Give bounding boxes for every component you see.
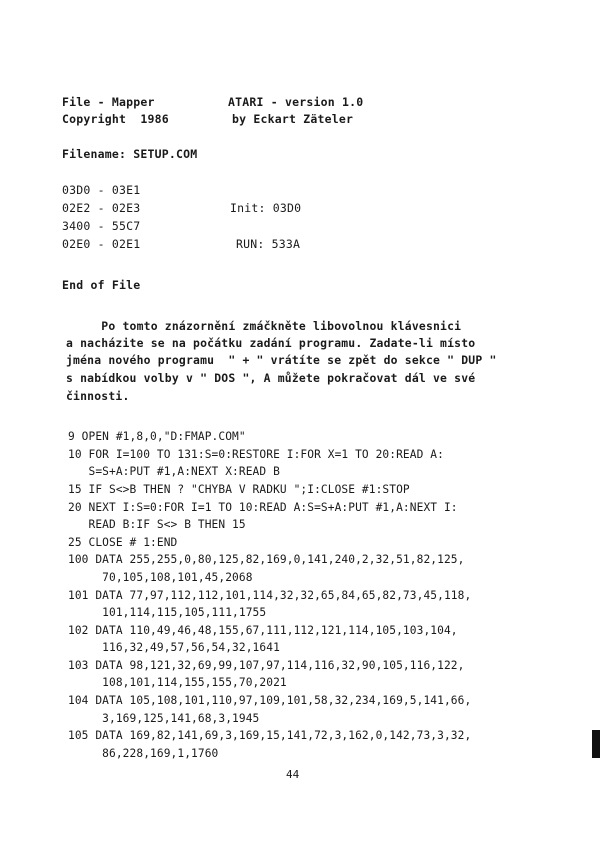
listing-line: 108,101,114,155,155,70,2021	[68, 676, 287, 689]
listing-line: 102 DATA 110,49,46,48,155,67,111,112,121,114,105,103,104,	[68, 624, 458, 637]
filename-line: Filename: SETUP.COM	[62, 147, 198, 161]
listing-line: 20 NEXT I:S=0:FOR I=1 TO 10:READ A:S=S+A:PUT #1,A:NEXT I:	[68, 501, 458, 514]
listing-line: 101 DATA 77,97,112,112,101,114,32,32,65,84,65,82,73,45,118,	[68, 589, 472, 602]
listing-line: 104 DATA 105,108,101,110,97,109,101,58,32,234,169,5,141,66,	[68, 694, 472, 707]
author-line: by Eckart Zäteler	[232, 112, 354, 126]
segment-range: 02E0 - 02E1	[62, 237, 141, 251]
segment-note: Init: 03D0	[230, 201, 302, 215]
listing-line: 105 DATA 169,82,141,69,3,169,15,141,72,3,162,0,142,73,3,32,	[68, 729, 472, 742]
segment-range: 3400 - 55C7	[62, 219, 141, 233]
paragraph-line: a nacházite se na počátku zadání programu. Zadate-li místo	[66, 336, 476, 350]
listing-line: S=S+A:PUT #1,A:NEXT X:READ B	[68, 465, 280, 478]
copyright-line: Copyright 1986	[62, 112, 169, 126]
page-number: 44	[286, 768, 300, 781]
listing-line: 101,114,115,105,111,1755	[68, 606, 267, 619]
listing-line: 25 CLOSE # 1:END	[68, 536, 178, 549]
segment-note: RUN: 533A	[236, 237, 301, 251]
scan-edge-mark	[592, 730, 600, 758]
listing-line: 100 DATA 255,255,0,80,125,82,169,0,141,240,2,32,51,82,125,	[68, 553, 465, 566]
paragraph-line: jména nového programu " + " vrátíte se zpět do sekce " DUP "	[66, 353, 497, 367]
listing-line: 10 FOR I=100 TO 131:S=0:RESTORE I:FOR X=1 TO 20:READ A:	[68, 448, 444, 461]
listing-line: 9 OPEN #1,8,0,"D:FMAP.COM"	[68, 430, 246, 443]
listing-line: 86,228,169,1,1760	[68, 747, 219, 760]
segment-range: 03D0 - 03E1	[62, 183, 141, 197]
paragraph-line: Po tomto znázornění zmáčkněte libovolnou klávesnici	[66, 319, 462, 333]
paragraph-line: činnosti.	[66, 389, 130, 403]
program-name: File - Mapper	[62, 95, 155, 109]
segment-range: 02E2 - 02E3	[62, 201, 141, 215]
end-of-file-line: End of File	[62, 278, 141, 292]
listing-line: 103 DATA 98,121,32,69,99,107,97,114,116,32,90,105,116,122,	[68, 659, 465, 672]
platform-version: ATARI - version 1.0	[228, 95, 364, 109]
listing-line: 70,105,108,101,45,2068	[68, 571, 253, 584]
listing-line: READ B:IF S<> B THEN 15	[68, 518, 246, 531]
listing-line: 116,32,49,57,56,54,32,1641	[68, 641, 280, 654]
listing-line: 15 IF S<>B THEN ? "CHYBA V RADKU ";I:CLOSE #1:STOP	[68, 483, 410, 496]
listing-line: 3,169,125,141,68,3,1945	[68, 712, 260, 725]
paragraph-line: s nabídkou volby v " DOS ", A můžete pokračovat dál ve své	[66, 371, 476, 385]
